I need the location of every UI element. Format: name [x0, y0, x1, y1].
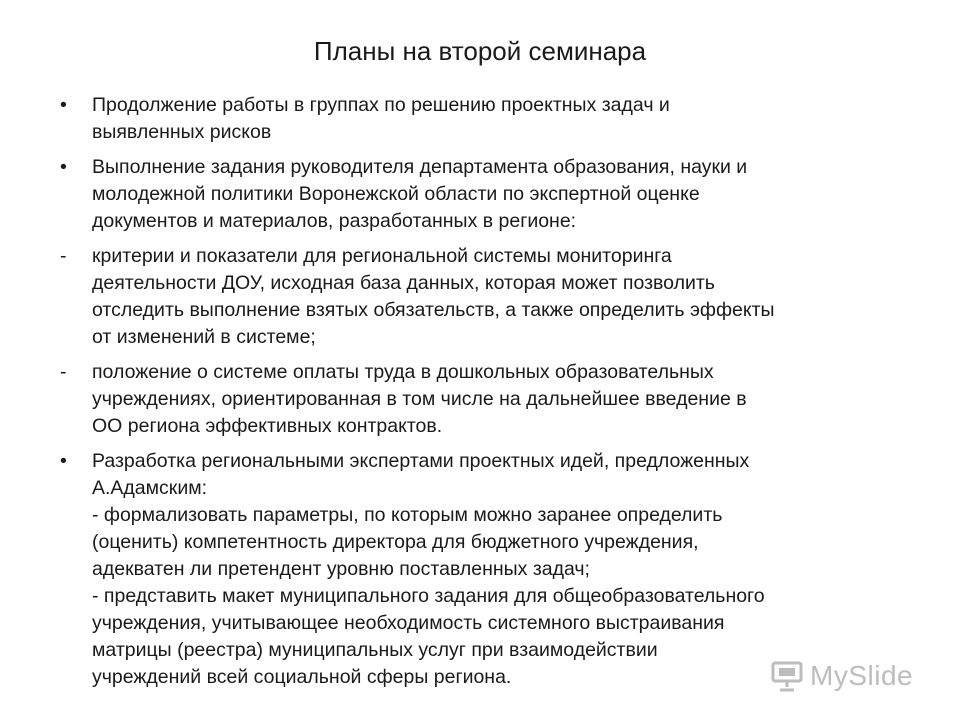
myslide-watermark — [770, 654, 913, 698]
bullet-marker: • — [60, 94, 67, 116]
list-item-text: Разработка региональными экспертами проектных идей, предложенных А.Адамским: - формализовать параметры, по которым можно заранее определить (оценить) компетентность директора для бюджетного учреждения, адекватен ли претендент уровню поставленных задач; - представить макет муниципального задания для общеобразовательного учреждения, учитывающее необходимость системного выстраивания матрицы (реестра) муниципальных услуг при взаимодействии учреждений всей социальной сферы региона. — [92, 450, 765, 688]
slide-body — [60, 92, 920, 699]
dash-marker: - — [60, 361, 67, 383]
bullet-marker: • — [60, 156, 67, 178]
list-item — [60, 243, 920, 351]
watermark-text: MySlide — [810, 660, 914, 691]
list-item — [60, 154, 920, 235]
list-item-text: Выполнение задания руководителя департамента образования, науки и молодежной политики Воронежской области по экспертной оценке документов и материалов, разработанных в регионе: — [92, 156, 748, 232]
bullet-marker: • — [60, 450, 67, 472]
list-item-text: положение о системе оплаты труда в дошкольных образовательных учреждениях, ориентированная в том числе на дальнейшее введение в ОО региона эффективных контрактов. — [92, 361, 747, 437]
list-item-text: критерии и показатели для региональной системы мониторинга деятельности ДОУ, исходная база данных, которая может позволить отследить выполнение взятых обязательств, а также определить эффекты от изменений в системе; — [92, 245, 775, 348]
list-item-text: Продолжение работы в группах по решению проектных задач и выявленных рисков — [92, 94, 670, 143]
list-item — [60, 92, 920, 146]
list-item — [60, 359, 920, 440]
dash-marker: - — [60, 245, 67, 267]
presentation-board-icon — [770, 659, 804, 693]
slide-title: Планы на второй семинара — [313, 36, 647, 66]
